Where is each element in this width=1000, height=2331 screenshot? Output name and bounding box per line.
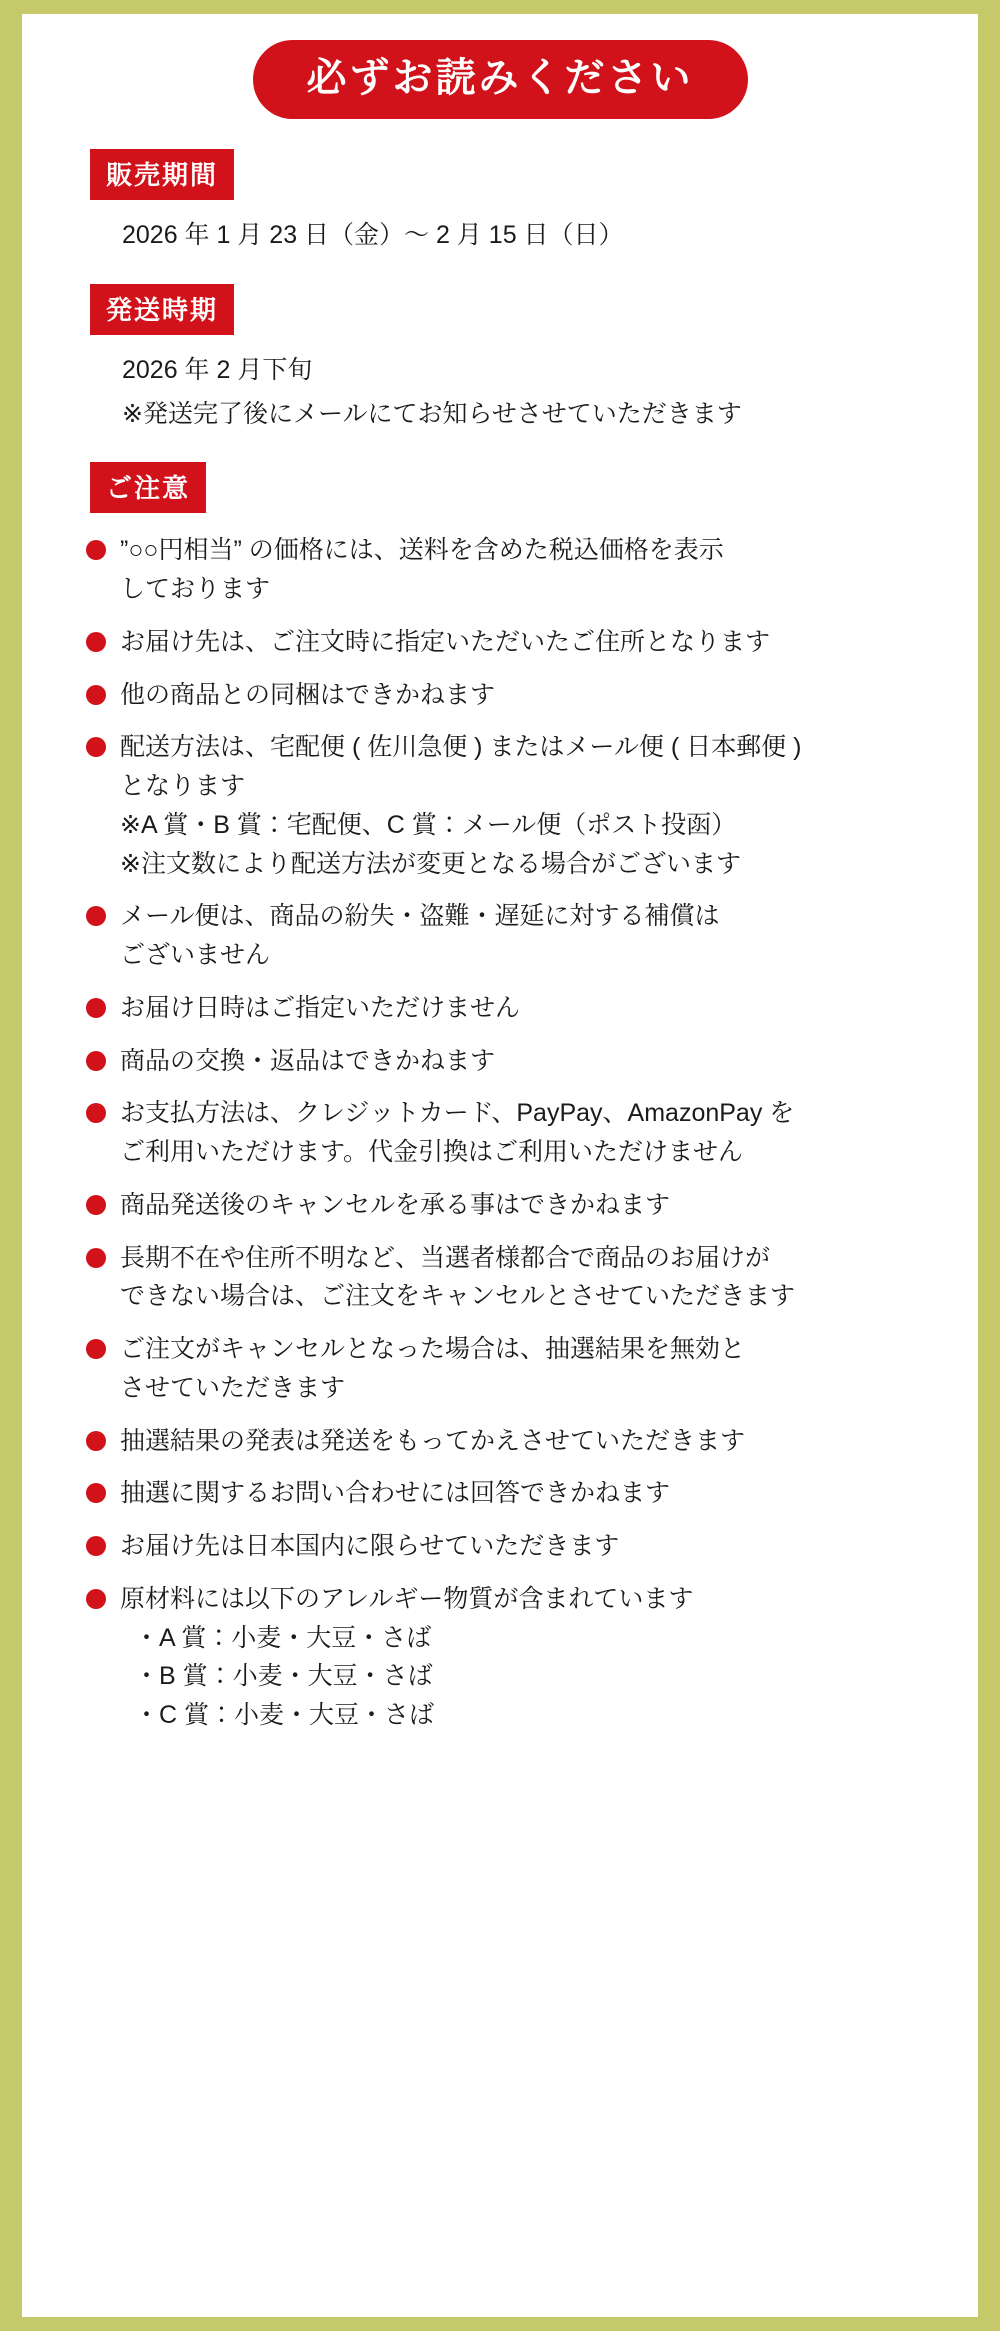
- list-item-text: [120, 728, 950, 883]
- section-heading-sales-period: 販売期間: [90, 149, 234, 200]
- list-item-line: となります: [120, 772, 246, 800]
- list-item-text: [120, 1422, 950, 1461]
- section-heading-notice: ご注意: [90, 462, 206, 513]
- list-item: [86, 1330, 950, 1408]
- bullet-icon: [86, 906, 106, 926]
- list-item: [86, 531, 950, 609]
- list-item: [86, 1580, 950, 1735]
- list-item-line: ”○○円相当” の価格には、送料を含めた税込価格を表示: [120, 536, 724, 565]
- list-item: [86, 897, 950, 975]
- bullet-icon: [86, 998, 106, 1018]
- list-item-line: ご利用いただけます。代金引換はご利用いただけません: [120, 1138, 744, 1166]
- list-item: [86, 1527, 950, 1566]
- list-item-subline: ・B 賞：小麦・大豆・さば: [134, 1662, 433, 1691]
- shipping-time-line-2: ※発送完了後にメールにてお知らせさせていただきます: [122, 399, 742, 428]
- list-item: [86, 728, 950, 883]
- list-item-text: [120, 1527, 950, 1566]
- list-item: [86, 989, 950, 1028]
- section-sales-period: [50, 149, 950, 258]
- page-title-container: [50, 40, 950, 119]
- list-item-text: [120, 1042, 950, 1081]
- list-item-subline: ・A 賞：小麦・大豆・さば: [134, 1623, 432, 1652]
- bullet-icon: [86, 1103, 106, 1123]
- bullet-icon: [86, 540, 106, 560]
- list-item-line: お届け先は日本国内に限らせていただきます: [120, 1532, 620, 1560]
- bullet-icon: [86, 1051, 106, 1071]
- page-inner: [22, 14, 978, 1801]
- list-item-line: 原材料には以下のアレルギー物質が含まれています: [120, 1584, 694, 1613]
- section-body-sales-period: [122, 214, 950, 258]
- notice-list: [86, 531, 950, 1735]
- list-item-line: お支払方法は、クレジットカード、PayPay、AmazonPay を: [120, 1099, 795, 1128]
- bullet-icon: [86, 1248, 106, 1268]
- list-item-text: [120, 1580, 950, 1735]
- bullet-icon: [86, 632, 106, 652]
- list-item: [86, 1422, 950, 1461]
- list-item-line: 他の商品との同梱はできかねます: [120, 680, 496, 709]
- list-item-line: 長期不在や住所不明など、当選者様都合で商品のお届けが: [120, 1243, 771, 1272]
- list-item-text: [120, 1094, 950, 1172]
- list-item: [86, 676, 950, 715]
- list-item-line: 配送方法は、宅配便 ( 佐川急便 ) またはメール便 ( 日本郵便 ): [120, 733, 802, 762]
- list-item-line: しております: [120, 575, 271, 603]
- section-shipping-time: [50, 284, 950, 437]
- list-item-line: 商品の交換・返品はできかねます: [120, 1046, 496, 1075]
- list-item-line: お届け先は、ご注文時に指定いただいたご住所となります: [120, 627, 771, 656]
- list-item-text: [120, 676, 950, 715]
- list-item: [86, 1239, 950, 1317]
- list-item-text: [120, 1330, 950, 1408]
- list-item-line: させていただきます: [120, 1373, 346, 1402]
- list-item-line: できない場合は、ご注文をキャンセルとさせていただきます: [120, 1282, 796, 1311]
- list-item-text: [120, 897, 950, 975]
- list-item-line: ございません: [120, 941, 271, 969]
- list-item-line: 抽選結果の発表は発送をもってかえさせていただきます: [120, 1426, 746, 1455]
- list-item-subline: ・C 賞：小麦・大豆・さば: [134, 1701, 435, 1729]
- bullet-icon: [86, 1483, 106, 1503]
- list-item: [86, 1042, 950, 1081]
- list-item-line: メール便は、商品の紛失・盗難・遅延に対する補償は: [120, 902, 720, 931]
- list-item-line: 抽選に関するお問い合わせには回答できかねます: [120, 1479, 671, 1508]
- list-item-line: ご注文がキャンセルとなった場合は、抽選結果を無効と: [120, 1335, 746, 1363]
- list-item-text: [120, 989, 950, 1028]
- sales-period-line: 2026 年 1 月 23 日（金）〜 2 月 15 日（日）: [122, 221, 624, 249]
- list-item-text: [120, 1474, 950, 1513]
- bullet-icon: [86, 685, 106, 705]
- bullet-icon: [86, 1195, 106, 1215]
- list-item: [86, 1474, 950, 1513]
- section-body-shipping-time: [122, 349, 950, 437]
- list-item-line: ※注文数により配送方法が変更となる場合がございます: [120, 849, 741, 878]
- list-item-line: 商品発送後のキャンセルを承る事はできかねます: [120, 1190, 671, 1219]
- bullet-icon: [86, 1339, 106, 1359]
- list-item: [86, 1186, 950, 1225]
- shipping-time-line-1: 2026 年 2 月下旬: [122, 355, 313, 384]
- list-item-line: ※A 賞・B 賞：宅配便、C 賞：メール便（ポスト投函）: [120, 810, 737, 839]
- bullet-icon: [86, 1589, 106, 1609]
- list-item: [86, 1094, 950, 1172]
- bullet-icon: [86, 737, 106, 757]
- page-title: 必ずお読みください: [253, 40, 748, 119]
- list-item-text: [120, 1239, 950, 1317]
- bullet-icon: [86, 1536, 106, 1556]
- section-notice: [50, 462, 950, 1735]
- list-item-text: [120, 1186, 950, 1225]
- list-item: [86, 623, 950, 662]
- list-item-text: [120, 531, 950, 609]
- section-heading-shipping-time: 発送時期: [90, 284, 234, 335]
- list-item-text: [120, 623, 950, 662]
- list-item-line: お届け日時はご指定いただけません: [120, 993, 521, 1022]
- bullet-icon: [86, 1431, 106, 1451]
